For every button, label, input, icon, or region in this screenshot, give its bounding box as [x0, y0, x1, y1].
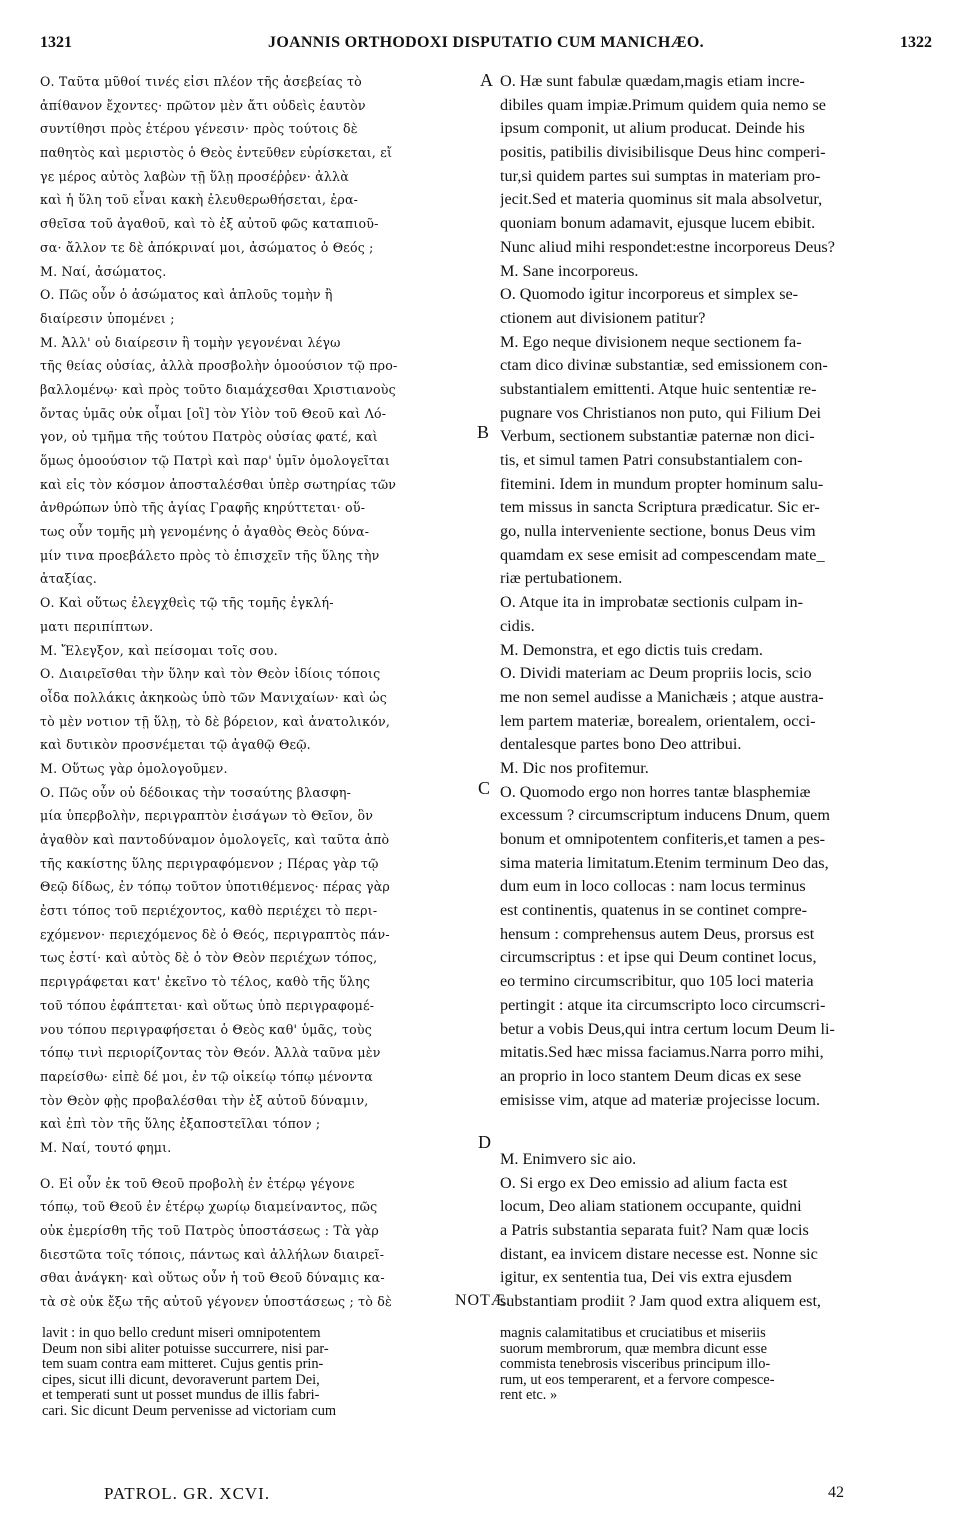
latin-text-line: M. Enimvero sic aio.: [500, 1149, 637, 1168]
greek-text-line: ἀγαθὸν καὶ παντοδύναμον ὁμολογεῖς, καὶ ταῦτα ἀπὸ: [40, 832, 390, 847]
greek-text-line: εχόμενον· περιεχόμενος δὲ ὁ Θεός, περιγραπτὸς πάν-: [40, 926, 390, 942]
greek-text-line: τως οὖν τομῆς μὴ γενομένης ὁ ἀγαθὸς Θεὸς δύνα-: [40, 524, 370, 540]
greek-text-line: τὸν Θεὸν φῂς προβαλέσθαι τὴν ἐξ αὐτοῦ δύναμιν,: [40, 1092, 369, 1108]
note-line: lavit : in quo bello credunt miseri omnipotentem: [42, 1326, 321, 1341]
latin-text-line: mitatis.Sed hæc missa faciamus.Narra porro mihi,: [500, 1043, 824, 1062]
greek-text-line: σα· ἄλλον τε δὲ ἀπόκριναί μοι, ἀσώματος ὁ Θεός ;: [40, 239, 374, 255]
latin-text-line: O. Hæ sunt fabulæ quædam,magis etiam incre-: [500, 72, 805, 90]
latin-text-line: betur a vobis Deus,qui intra certum locum Deum li-: [500, 1019, 835, 1038]
footer-series: PATROL. GR. XCVI.: [104, 1484, 271, 1503]
latin-text-line: quoniam bonum adamavit, ejusque lucem ebibit.: [500, 214, 816, 233]
latin-text-line: M. Ego neque divisionem neque sectionem fa-: [500, 332, 802, 351]
notes-left-column: [42, 1326, 478, 1420]
note-line: magnis calamitatibus et cruciatibus et miseriis: [500, 1326, 766, 1341]
greek-text-line: ὅμως ὁμοούσιον τῷ Πατρὶ καὶ παρ' ὑμῖν ὁμολογεῖται: [40, 453, 391, 468]
latin-text-line: positis, patibilis divisibilisque Deus hinc comperi-: [500, 143, 826, 162]
latin-text-line: quamdam ex sese emisit ad compescendam mate_: [500, 545, 825, 564]
latin-text-line: est continentis, quatenus in se continet compre-: [500, 901, 808, 920]
latin-text-line: igitur, ex sententia tua, Dei vis extra ejusdem: [500, 1268, 792, 1287]
latin-text-line: riæ pertubationem.: [500, 569, 623, 588]
latin-text-line: M. Demonstra, et ego dictis tuis credam.: [500, 640, 763, 659]
latin-text-line: tur,si quidem partes sui sumptas in materiam pro-: [500, 166, 821, 185]
latin-column: [500, 70, 932, 1314]
greek-text-line: καὶ ἡ ὕλη τοῦ εἶναι κακὴ ἐλευθερωθήσεται, ἐρα-: [40, 192, 359, 208]
latin-text-line: tis, et simul tamen Patri consubstantialem con-: [500, 451, 803, 469]
latin-text-line: eo termino circumscribitur, quo 105 loci materia: [500, 972, 814, 991]
greek-text-line: σθαι ἀνάγκη· καὶ οὕτως οὖν ἡ τοῦ Θεοῦ δύναμις κα-: [40, 1270, 385, 1286]
greek-text-line: διεστῶτα τοῖς τόποις, πάντως καὶ ἀλλήλων διαιρεῖ-: [40, 1246, 385, 1262]
latin-text-line: go, nulla interveniente sectione, bonus Deus vim: [500, 522, 816, 541]
notes-heading: NOTÆ.: [454, 1292, 512, 1309]
latin-text-line: Verbum, sectionem substantiæ paternæ non dici-: [500, 427, 815, 446]
latin-text-line: dum eum in loco collocas : nam locus terminus: [500, 877, 806, 896]
greek-text-line: ἀπίθανον ἔχοντες· πρῶτον μὲν ἄτι οὐδεὶς ἑαυτὸν: [40, 97, 366, 113]
greek-text-line: οὐκ ἐμερίσθη τῆς τοῦ Πατρὸς ὑποστάσεως : Τὰ γὰρ: [40, 1223, 379, 1238]
running-title: JOANNIS ORTHODOXI DISPUTATIO CUM MANICHÆO.: [268, 34, 704, 51]
greek-text-line: Ο. Πῶς οὖν οὐ δέδοικας τὴν τοσαύτης βλασφη-: [40, 784, 352, 800]
latin-text-line: dibiles quam impiæ.Primum quidem quia nemo se: [500, 95, 826, 114]
page-number-right: 1322: [900, 34, 932, 51]
greek-text-line: τὰ σὲ οὐκ ἔξω τῆς αὐτοῦ γέγονεν ὑποστάσεως ; τὸ δὲ: [40, 1294, 393, 1310]
greek-text-line: μίν τινα προεβάλετο πρὸς τὸ ἐπισχεῖν τῆς ὕλης τὴν: [40, 547, 380, 563]
latin-text-line: sima materia limitatum.Etenim terminum Deo das,: [500, 853, 829, 872]
running-header: [40, 34, 932, 58]
greek-text-line: συντίθησι πρὸς ἑτέρου γένεσιν· πρὸς τούτοις δὲ: [40, 121, 358, 137]
greek-text-line: Μ. Ἔλεγξον, καὶ πείσομαι τοῖς σου.: [40, 642, 278, 658]
page-number-left: 1321: [40, 34, 72, 51]
latin-text-line: O. Atque ita in improbatæ sectionis culpam in-: [500, 593, 804, 612]
latin-text-line: pugnare vos Christianos non puto, qui Filium Dei: [500, 403, 822, 422]
greek-text-line: ὄντας ὑμᾶς οὐκ οἶμαι [οἳ] τὸν Υἱὸν τοῦ Θεοῦ καὶ Λό-: [40, 405, 387, 421]
margin-letter-c: C: [478, 778, 491, 798]
latin-text-line: circumscriptus : et ipse qui Deum continet locus,: [500, 948, 817, 967]
greek-text-line: Ο. Πῶς οὖν ὁ ἀσώματος καὶ ἁπλοῦς τομὴν ἢ: [40, 287, 333, 303]
latin-block-2: [500, 1148, 932, 1314]
latin-text-line: ctam dico divinæ substantiæ, sed emissionem con-: [500, 356, 828, 375]
greek-text-line: καὶ εἰς τὸν κόσμον ἀποσταλέσθαι ὑπὲρ σωτηρίας τῶν: [40, 476, 397, 492]
greek-text-line: Ο. Διαιρεῖσθαι τὴν ὕλην καὶ τὸν Θεὸν ἰδίοις τόποις: [40, 666, 381, 682]
note-line: suorum membrorum, quæ membra dicunt esse: [500, 1341, 767, 1357]
latin-text-line: jecit.Sed et materia quominus sit mala absolvetur,: [500, 190, 823, 209]
greek-text-line: Θεῷ δίδως, ἐν τόπῳ τοῦτον ὑποτιθέμενος· πέρας γὰρ: [40, 879, 391, 895]
latin-block-1: [500, 70, 932, 1112]
note-line: tem suam contra eam mitteret. Cujus gentis prin-: [42, 1357, 324, 1373]
greek-text-line: Ο. Καὶ οὕτως ἐλεγχθεὶς τῷ τῆς τομῆς ἐγκλή-: [40, 595, 334, 611]
latin-text-line: O. Si ergo ex Deo emissio ad alium facta est: [500, 1173, 788, 1192]
latin-text-line: fitemini. Idem in mundum propter hominum salu-: [500, 474, 824, 493]
latin-text-line: ctionem aut divisionem patitur?: [500, 308, 706, 327]
greek-text-line: παρείσθω· εἰπὲ δέ μοι, ἐν τῷ οἰκείῳ τόπῳ μένοντα: [40, 1068, 373, 1084]
greek-text-line: ἀνθρώπων ὑπὸ τῆς ἁγίας Γραφῆς κηρύττεται· οὕ-: [40, 500, 366, 516]
greek-text-line: παθητὸς καὶ μεριστὸς ὁ Θεὸς ἐντεῦθεν εὑρίσκεται, εἴ: [40, 145, 393, 161]
greek-text-line: τως ἐστί· καὶ αὐτὸς δὲ ὁ τὸν Θεὸν περιέχων τόπος,: [40, 950, 378, 966]
latin-text-line: hensum : comprehensus autem Deus, prorsus est: [500, 924, 815, 943]
note-line: cipes, sicut illi dicunt, devoraverunt partem Dei,: [42, 1372, 320, 1388]
greek-text-line: ματι περιπίπτων.: [40, 618, 154, 634]
latin-text-line: a Patris substantia separata fuit? Nam quæ locis: [500, 1221, 809, 1239]
note-line: et temperati sunt ut posset mundus de illis fabri-: [42, 1388, 320, 1404]
note-line: commista tenebrosis visceribus principum illo-: [500, 1357, 771, 1373]
greek-text-line: μία ὑπερβολὴν, περιγραπτὸν ἐισάγων τὸ Θεῖον, ὃν: [40, 808, 374, 824]
margin-letter-b: B: [477, 422, 490, 442]
margin-letter-a: A: [480, 70, 493, 90]
latin-text-line: bonum et omnipotentem confiteris,et tamen a pes-: [500, 830, 826, 848]
greek-text-line: Μ. Οὕτως γὰρ ὁμολογοῦμεν.: [40, 760, 228, 776]
greek-text-line: ἀταξίας.: [40, 571, 98, 587]
greek-text-line: ἐστι τόπος τοῦ περιέχοντος, καθὸ περιέχει τὸ περι-: [40, 903, 378, 919]
greek-text-line: γον, οὐ τμῆμα τῆς τούτου Πατρὸς οὐσίας φατέ, καὶ: [40, 429, 378, 445]
note-line: rum, ut eos temperarent, et a fervore compesce-: [500, 1372, 775, 1388]
greek-text-line: σθεῖσα τοῦ ἀγαθοῦ, καὶ τὸ ἐξ αὐτοῦ φῶς καταπιοῦ-: [40, 216, 379, 232]
greek-text-line: νου τόπου περιγραφήσεται ὁ Θεὸς καθ' ὑμᾶς, τοὺς: [40, 1021, 372, 1037]
greek-text-line: τοῦ τόπου ἐφάπτεται· καὶ οὕτως ὑπὸ περιγραφομέ-: [40, 997, 375, 1013]
latin-text-line: ipsum componit, ut alium producat. Deinde his: [500, 119, 805, 138]
latin-text-line: me non semel audisse a Manichæis ; atque austra-: [500, 687, 824, 706]
latin-text-line: emisisse vim, atque ad materiæ projecisse locum.: [500, 1090, 821, 1109]
greek-text-line: περιγράφεται κατ' ἐκεῖνο τὸ τέλος, καθὸ τῆς ὕλης: [40, 974, 371, 990]
greek-text-line: τόπῳ, τοῦ Θεοῦ ἐν ἑτέρῳ χωρίῳ διαμείναντος, πῶς: [40, 1199, 378, 1215]
greek-text-line: καὶ δυτικὸν προσνέμεται τῷ ἀγαθῷ Θεῷ.: [40, 737, 311, 753]
greek-column: [40, 70, 476, 1314]
greek-text-line: Μ. Ἀλλ' οὐ διαίρεσιν ἢ τομὴν γεγονέναι λέγω: [40, 334, 341, 350]
greek-text-line: καὶ ἐπὶ τὸν τῆς ὕλης ἐξαποστεῖλαι τόπον ;: [40, 1116, 321, 1132]
latin-text-line: M. Dic nos profitemur.: [500, 758, 649, 777]
greek-text-line: διαίρεσιν ὑπομένει ;: [40, 310, 175, 326]
greek-text-line: οἶδα πολλάκις ἀκηκοὼς ὑπὸ τῶν Μανιχαίων· καὶ ὡς: [40, 689, 387, 705]
greek-text-line: Μ. Ναί, ἀσώματος.: [40, 263, 167, 279]
greek-text-line: τῆς κακίστης ὕλης περιγραφόμενον ; Πέρας γὰρ τῷ: [40, 855, 379, 871]
greek-text-line: Ο. Ταῦτα μῦθοί τινές εἰσι πλέον τῆς ἀσεβείας τὸ: [40, 74, 362, 89]
latin-text-line: cidis.: [500, 616, 535, 635]
greek-text-line: βαλλομένῳ· καὶ πρὸς τοῦτο διαμάχεσθαι Χριστιανοὺς: [40, 381, 396, 397]
latin-text-line: distant, ea invicem distare necesse est. Nonne sic: [500, 1244, 818, 1263]
latin-text-line: O. Quomodo ergo non horres tantæ blasphemiæ: [500, 782, 811, 801]
latin-text-line: substantialem emittenti. Atque huic sententiæ re-: [500, 379, 817, 398]
greek-block-1: [40, 70, 476, 1160]
latin-text-line: an proprio in loco stantem Deum dicas ex sese: [500, 1066, 802, 1085]
footer-sheet-number: 42: [828, 1484, 844, 1501]
note-line: Deum non sibi aliter potuisse succurrere, nisi par-: [42, 1341, 329, 1357]
greek-text-line: Ο. Εἰ οὖν ἐκ τοῦ Θεοῦ προβολὴ ἐν ἑτέρῳ γέγονε: [40, 1175, 355, 1191]
greek-text-line: τῆς θείας οὐσίας, ἀλλὰ προσβολὴν ὁμοούσιον τῷ προ-: [40, 358, 398, 374]
latin-text-line: Nunc aliud mihi respondet:estne incorporeus Deus?: [500, 237, 835, 256]
latin-text-line: pertingit : atque ita circumscripto loco circumscri-: [500, 995, 826, 1014]
latin-text-line: M. Sane incorporeus.: [500, 261, 639, 280]
note-line: cari. Sic dicunt Deum pervenisse ad victoriam cum: [42, 1403, 337, 1419]
latin-text-line: locum, Deo aliam stationem occupante, quidni: [500, 1197, 802, 1216]
greek-text-line: τὸ μὲν νοτιον τῇ ὕλῃ, τὸ δὲ βόρειον, καὶ ἀνατολικόν,: [40, 713, 391, 729]
note-line: rent etc. »: [500, 1388, 558, 1404]
latin-text-line: O. Quomodo igitur incorporeus et simplex se-: [500, 285, 799, 304]
greek-text-line: τόπῳ τινὶ περιορίζοντας τὸν Θεόν. Ἀλλὰ ταῦνα μὲν: [40, 1045, 381, 1061]
latin-text-line: tem missus in sancta Scriptura prædicatur. Sic er-: [500, 498, 820, 517]
latin-text-line: dentalesque partes bono Deo attribui.: [500, 735, 742, 754]
greek-text-line: γε μέρος αὐτὸς λαβὼν τῇ ὕλῃ προσέῤῥεν· ἀλλὰ: [40, 168, 349, 184]
latin-text-line: O. Dividi materiam ac Deum propriis locis, scio: [500, 664, 812, 683]
latin-text-line: lem partem materiæ, borealem, orientalem, occi-: [500, 711, 816, 730]
latin-text-line: excessum ? circumscriptum inducens Dnum, quem: [500, 806, 830, 825]
greek-text-line: Μ. Ναί, τουτό φημι.: [40, 1139, 172, 1155]
notes-right-column: [500, 1326, 932, 1404]
latin-text-line: substantiam prodiit ? Jam quod extra aliquem est,: [500, 1292, 821, 1311]
margin-letter-d: D: [478, 1132, 491, 1152]
